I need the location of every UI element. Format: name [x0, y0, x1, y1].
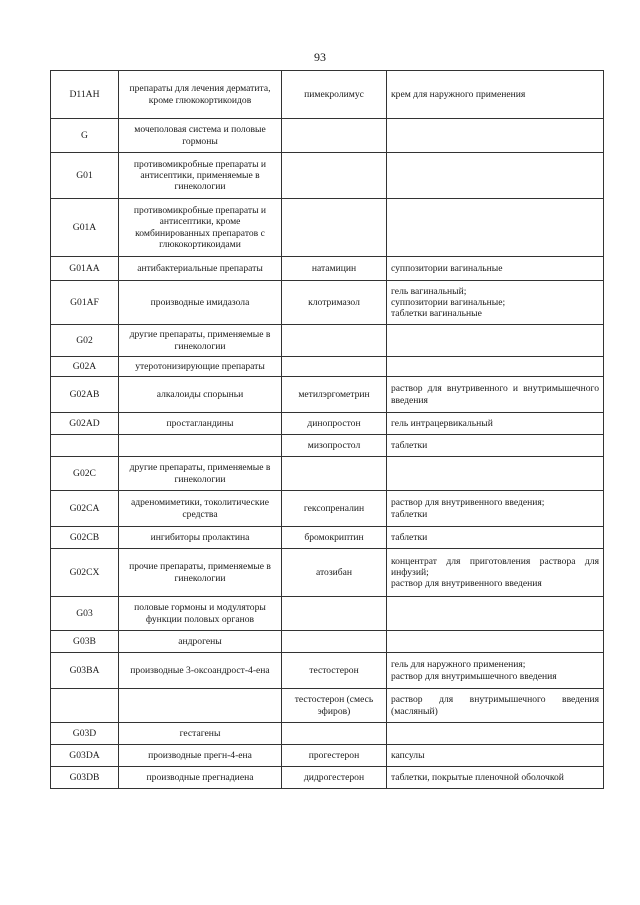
- cell-drug: [282, 631, 387, 653]
- cell-group: алкалоиды спорыньи: [119, 377, 282, 413]
- table-row: [51, 723, 604, 745]
- cell-code: D11AH: [51, 71, 119, 119]
- drug-classification-table: [50, 70, 604, 789]
- cell-group: противомикробные препараты и антисептики, кроме комбинированных препаратов с глюкокортикоидами: [119, 199, 282, 257]
- cell-code: G03DA: [51, 745, 119, 767]
- cell-group: утеротонизирующие препараты: [119, 357, 282, 377]
- cell-form: [387, 597, 604, 631]
- table-row: [51, 435, 604, 457]
- cell-code: G03B: [51, 631, 119, 653]
- cell-drug: [282, 457, 387, 491]
- table-row: [51, 549, 604, 597]
- cell-code: G02CB: [51, 527, 119, 549]
- cell-code: G01: [51, 153, 119, 199]
- cell-drug: натамицин: [282, 257, 387, 281]
- cell-drug: тестостерон (смесь эфиров): [282, 689, 387, 723]
- cell-form: раствор для внутривенного и внутримышечного введения: [387, 377, 604, 413]
- table-row: [51, 653, 604, 689]
- cell-form: раствор для внутривенного введения; таблетки: [387, 491, 604, 527]
- cell-code: G02AD: [51, 413, 119, 435]
- table-row: [51, 457, 604, 491]
- cell-drug: пимекролимус: [282, 71, 387, 119]
- cell-code: G02A: [51, 357, 119, 377]
- cell-code: G03: [51, 597, 119, 631]
- cell-group: адреномиметики, токолитические средства: [119, 491, 282, 527]
- cell-drug: [282, 597, 387, 631]
- cell-drug: [282, 357, 387, 377]
- cell-drug: [282, 119, 387, 153]
- table-row: [51, 357, 604, 377]
- cell-group: мочеполовая система и половые гормоны: [119, 119, 282, 153]
- cell-form: гель интрацервикальный: [387, 413, 604, 435]
- cell-form: таблетки: [387, 435, 604, 457]
- cell-drug: гексопреналин: [282, 491, 387, 527]
- cell-form: [387, 199, 604, 257]
- cell-form: [387, 631, 604, 653]
- cell-code: G03D: [51, 723, 119, 745]
- cell-code: [51, 435, 119, 457]
- cell-drug: динопростон: [282, 413, 387, 435]
- cell-drug: атозибан: [282, 549, 387, 597]
- cell-code: G02: [51, 325, 119, 357]
- cell-group: производные прегнадиена: [119, 767, 282, 789]
- table-row: [51, 119, 604, 153]
- cell-form: крем для наружного применения: [387, 71, 604, 119]
- cell-code: G03DB: [51, 767, 119, 789]
- table-row: [51, 767, 604, 789]
- cell-group: половые гормоны и модуляторы функции половых органов: [119, 597, 282, 631]
- cell-code: G: [51, 119, 119, 153]
- cell-group: [119, 435, 282, 457]
- cell-group: ингибиторы пролактина: [119, 527, 282, 549]
- cell-form: гель для наружного применения; раствор для внутримышечного введения: [387, 653, 604, 689]
- table-row: [51, 71, 604, 119]
- cell-code: G01A: [51, 199, 119, 257]
- cell-group: препараты для лечения дерматита, кроме глюкокортикоидов: [119, 71, 282, 119]
- cell-form: гель вагинальный; суппозитории вагинальные; таблетки вагинальные: [387, 281, 604, 325]
- cell-drug: [282, 723, 387, 745]
- table-row: [51, 153, 604, 199]
- table-row: [51, 377, 604, 413]
- cell-code: G02AB: [51, 377, 119, 413]
- page-number: 93: [314, 50, 326, 64]
- cell-form: [387, 325, 604, 357]
- cell-drug: мизопростол: [282, 435, 387, 457]
- cell-drug: тестостерон: [282, 653, 387, 689]
- cell-form: [387, 153, 604, 199]
- cell-group: противомикробные препараты и антисептики, применяемые в гинекологии: [119, 153, 282, 199]
- cell-form: таблетки: [387, 527, 604, 549]
- cell-drug: бромокриптин: [282, 527, 387, 549]
- cell-form: [387, 457, 604, 491]
- table-row: [51, 199, 604, 257]
- cell-form: [387, 723, 604, 745]
- cell-group: антибактериальные препараты: [119, 257, 282, 281]
- cell-group: гестагены: [119, 723, 282, 745]
- cell-code: G03BA: [51, 653, 119, 689]
- cell-code: G01AF: [51, 281, 119, 325]
- cell-group: производные имидазола: [119, 281, 282, 325]
- table-body: [51, 71, 604, 789]
- cell-group: [119, 689, 282, 723]
- cell-drug: дидрогестерон: [282, 767, 387, 789]
- table-row: [51, 597, 604, 631]
- cell-group: простагландины: [119, 413, 282, 435]
- cell-code: G02CX: [51, 549, 119, 597]
- table-row: [51, 325, 604, 357]
- cell-group: производные прегн-4-ена: [119, 745, 282, 767]
- cell-code: [51, 689, 119, 723]
- table-row: [51, 745, 604, 767]
- cell-form: капсулы: [387, 745, 604, 767]
- cell-group: андрогены: [119, 631, 282, 653]
- table-row: [51, 689, 604, 723]
- cell-form: [387, 119, 604, 153]
- cell-drug: метилэргометрин: [282, 377, 387, 413]
- cell-form: концентрат для приготовления раствора для инфузий; раствор для внутривенного введения: [387, 549, 604, 597]
- table-row: [51, 527, 604, 549]
- cell-form: [387, 357, 604, 377]
- cell-drug: [282, 153, 387, 199]
- table-row: [51, 257, 604, 281]
- table-row: [51, 413, 604, 435]
- cell-group: производные 3-оксоандрост-4-ена: [119, 653, 282, 689]
- cell-group: другие препараты, применяемые в гинекологии: [119, 457, 282, 491]
- cell-group: прочие препараты, применяемые в гинекологии: [119, 549, 282, 597]
- cell-form: раствор для внутримышечного введения (масляный): [387, 689, 604, 723]
- cell-form: таблетки, покрытые пленочной оболочкой: [387, 767, 604, 789]
- cell-drug: [282, 199, 387, 257]
- cell-group: другие препараты, применяемые в гинекологии: [119, 325, 282, 357]
- cell-drug: прогестерон: [282, 745, 387, 767]
- table-row: [51, 631, 604, 653]
- cell-drug: клотримазол: [282, 281, 387, 325]
- cell-code: G01AA: [51, 257, 119, 281]
- cell-code: G02C: [51, 457, 119, 491]
- table-row: [51, 281, 604, 325]
- cell-code: G02CA: [51, 491, 119, 527]
- table-row: [51, 491, 604, 527]
- cell-drug: [282, 325, 387, 357]
- cell-form: суппозитории вагинальные: [387, 257, 604, 281]
